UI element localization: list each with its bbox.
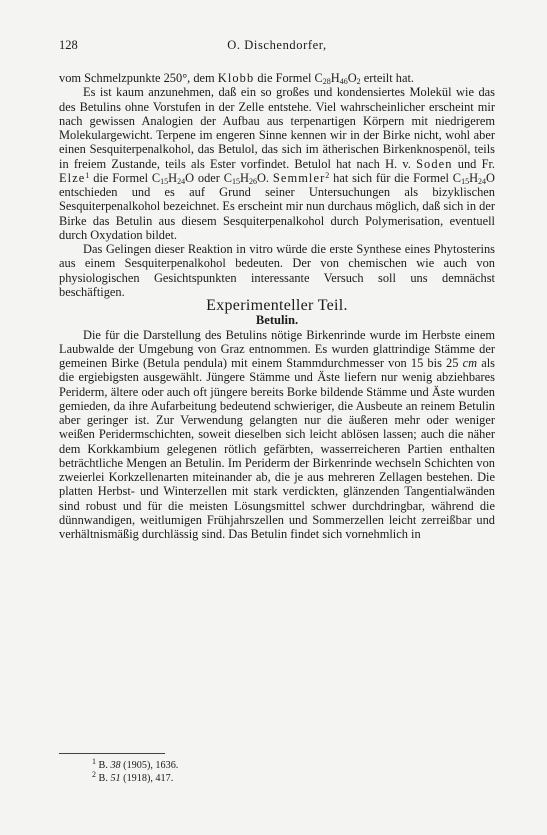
paragraph-3: Das Gelingen dieser Reaktion in vitro würde die erste Synthese eines Phytosterins aus einem Sesquiterpenalkohol bedeuten. Der von chemischen wie auch von physiologischen Gesichtspunkten interessante Versuch soll uns demnächst beschäftigen. xyxy=(59,242,495,299)
footnotes xyxy=(92,759,178,785)
footnote-2: $^2$ B. 51 (1918), 417. xyxy=(92,770,174,784)
author-name: Soden xyxy=(416,156,453,171)
page-header xyxy=(59,38,495,56)
paragraph-1: vom Schmelzpunkte 250°, dem Klobb die Formel $C_{28}H_{46}O_2$ erteilt hat. xyxy=(59,71,414,86)
unit: cm xyxy=(462,356,478,370)
body-text xyxy=(59,71,495,541)
paragraph-2: Es ist kaum anzunehmen, daß ein so großes und kondensiertes Molekül wie das des Betulins ohne Vorstufen in der Zelle entstehe. Viel wahrscheinlicher erscheint mir nach gewissen Analogien der Aufbau aus terpenartigen Körpern mit niedrigerem Molekulargewicht. Terpene im engeren Sinne kennen wir in der Birke nicht, wohl aber einen Sesquiterpenalkohol, das Betulol, das sich im ätherischen Birkenknospenöl, teils in freiem Zustande, teils als Ester vorfindet. Betulol hat nach H. v. Soden und Fr. Elze$^1$ die Formel $C_{15}H_{24}O$ oder $C_{15}H_{26}O$. Semmler$^2$ hat sich für die Formel $C_{15}H_{24}O$ entschieden und es auf Grund seiner Untersuchungen als bizyklischen Sesquiterpenalkohol bezeichnet. Es erscheint mir nun durchaus möglich, daß sich in der Birke das Betulin aus diesem Sesquiterpenalkohol durch Polymerisation, eventuell durch Oxydation bildet. xyxy=(59,85,496,242)
footnote-ref: 1 xyxy=(85,170,90,180)
author-name: Semmler xyxy=(272,170,326,185)
running-head: O. Dischendorfer, xyxy=(227,38,327,52)
footnote-rule xyxy=(59,753,165,754)
section-title: Experimenteller Teil. xyxy=(206,297,348,314)
page-number: 128 xyxy=(59,38,78,52)
subsection-title: Betulin. xyxy=(255,313,299,328)
footnote-1: $^1$ B. 38 (1905), 1636. xyxy=(92,757,179,771)
paragraph-4: Die für die Darstellung des Betulins nötige Birkenrinde wurde im Herbste einem Laubwalde der Umgebung von Graz entnommen. Es wurden glattrindige Stämme der gemeinen Birke (Betula pendula) mit einem Stammdurchmesser von 15 bis 25 cm als die ergiebigsten ausgewählt. Jüngere Stämme und Äste liefern nur wenig abziehbares Periderm, ältere oder auch oft jüngere bereits Borke bildende Stämme und Äste wurden gemieden, da ihre Aufarbeitung bedeutend schwieriger, die Ausbeute an reinem Betulin aber geringer ist. Zur Verwendung gelangten nur die äußeren mehr oder weniger weißen Peridermschichten, soweit dieselben sich leicht ablösen lassen; auch die näher dem Korkkambium gelegenen rötlich gefärbten, wasserreicheren Partien enthalten beträchtliche Mengen an Betulin. Im Periderm der Birkenrinde wechseln Schichten von zweierlei Korkzellenarten miteinander ab, die je aus mehreren Zellagen bestehen. Die platten Herbst- und Winterzellen mit stark verdickten, glänzenden Tangentialwänden sind robust und für die meisten Lösungsmittel schwer durchdringbar, während die dünnwandigen, weitlumigen Frühjahrszellen und Sommerzellen leicht zerreißbar und verhältnismäßig durchlässig sind. Das Betulin findet sich vornehmlich in xyxy=(59,327,495,541)
footnote-ref: 2 xyxy=(325,170,330,180)
author-name: Klobb xyxy=(217,71,255,85)
author-name: Elze xyxy=(59,170,86,185)
